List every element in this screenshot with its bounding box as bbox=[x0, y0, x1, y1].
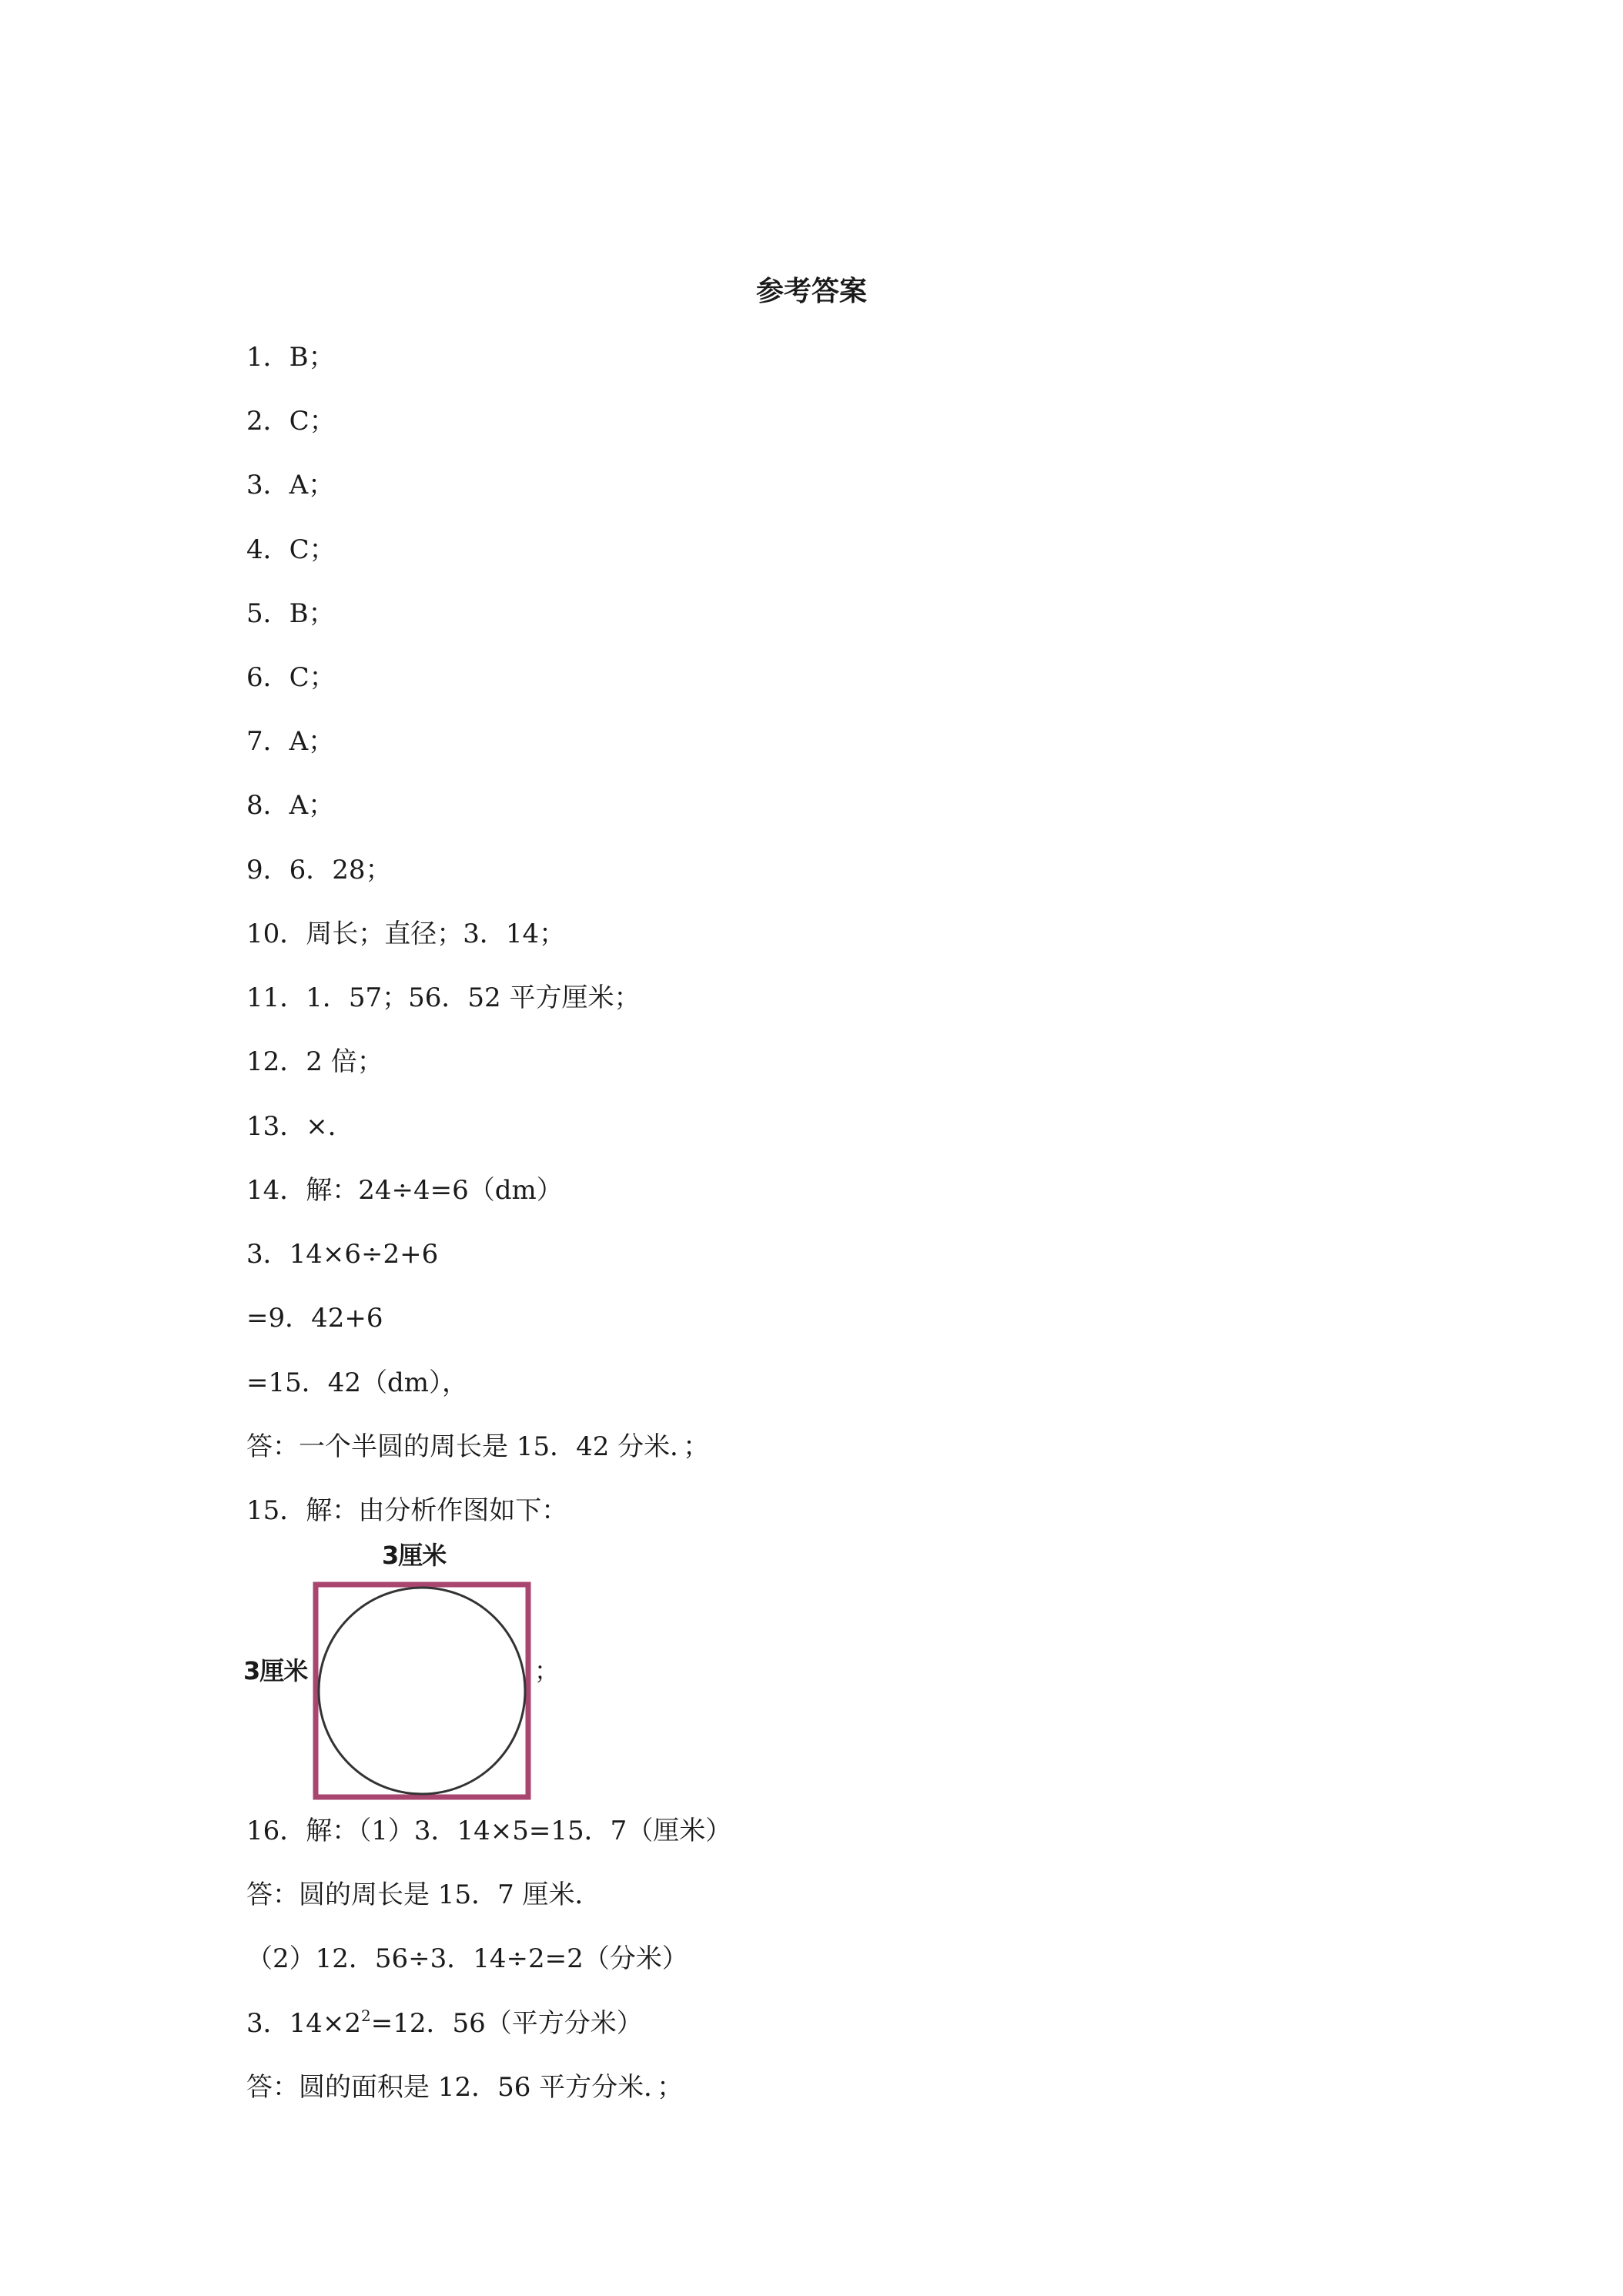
answer-line-16-part-2: （2）12．56÷3．14÷2=2（分米） bbox=[246, 1943, 688, 1974]
answer-line-5: 5．B； bbox=[246, 598, 335, 629]
answer-line-14-step-3: =15．42（dm）， bbox=[246, 1367, 469, 1398]
area-calc-exponent: 2 bbox=[361, 2006, 371, 2025]
answer-line-3: 3．A； bbox=[246, 470, 335, 500]
square-outline bbox=[316, 1585, 528, 1797]
circle-in-square-figure bbox=[243, 1540, 560, 1809]
answer-line-4: 4．C； bbox=[246, 534, 336, 565]
area-calc-base: 3．14×2 bbox=[246, 2008, 362, 2039]
answer-line-12: 12．2 倍； bbox=[246, 1046, 383, 1077]
left-side-label: 3厘米 bbox=[243, 1656, 308, 1685]
answer-line-16: 16．解：（1）3．14×5=15．7（厘米） bbox=[246, 1816, 732, 1846]
answer-line-16-answer-2: 答：圆的面积是 12．56 平方分米．； bbox=[246, 2072, 684, 2103]
answer-line-11: 11．1．57；56．52 平方厘米； bbox=[246, 982, 641, 1013]
answer-line-14-answer: 答：一个半圆的周长是 15．42 分米．； bbox=[246, 1431, 710, 1462]
answer-line-13: 13．×． bbox=[246, 1111, 354, 1142]
answer-line-14-step-2: =9．42+6 bbox=[246, 1303, 383, 1334]
top-side-label: 3厘米 bbox=[382, 1541, 447, 1570]
answer-line-8: 8．A； bbox=[246, 790, 335, 821]
answer-line-1: 1．B； bbox=[246, 342, 335, 373]
answer-line-6: 6．C； bbox=[246, 662, 336, 693]
answer-line-16-answer-1: 答：圆的周长是 15．7 厘米． bbox=[246, 1879, 601, 1910]
answer-line-16-area-calc bbox=[246, 2006, 643, 2040]
inscribed-circle bbox=[319, 1588, 525, 1794]
answer-line-15: 15．解：由分析作图如下： bbox=[246, 1495, 568, 1526]
figure-trailing-punctuation: ； bbox=[534, 1656, 560, 1685]
area-calc-result: =12．56（平方分米） bbox=[370, 2008, 643, 2039]
answer-line-10: 10．周长；直径；3．14； bbox=[246, 919, 566, 949]
answer-line-7: 7．A； bbox=[246, 726, 335, 757]
answer-line-14-step-1: 3．14×6÷2+6 bbox=[246, 1239, 439, 1270]
answer-line-2: 2．C； bbox=[246, 406, 336, 437]
answer-line-14: 14．解：24÷4=6（dm） bbox=[246, 1175, 563, 1206]
answer-line-9: 9．6．28； bbox=[246, 855, 392, 885]
page-title: 参考答案 bbox=[755, 276, 867, 307]
